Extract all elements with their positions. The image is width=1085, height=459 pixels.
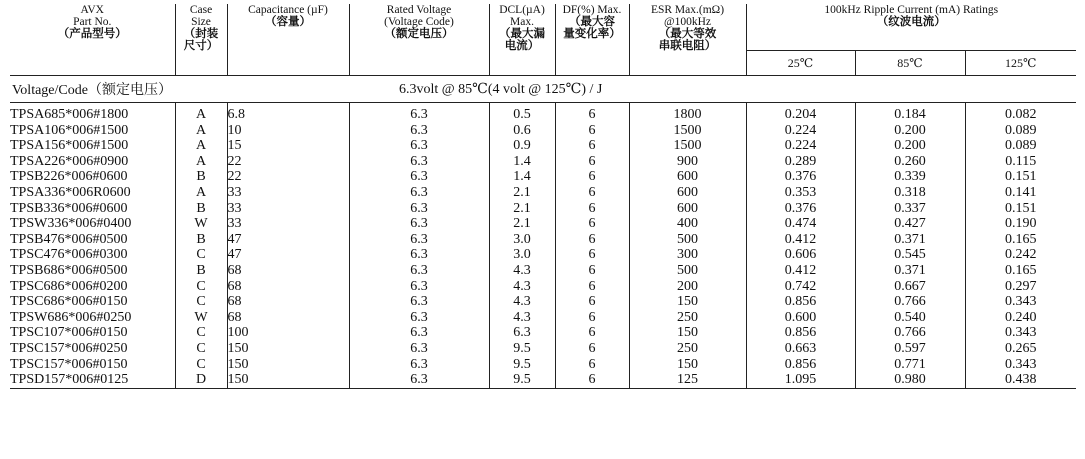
ripple-125c-cell: 0.343 [1005, 356, 1037, 372]
dcl-cell: 4.3 [489, 294, 555, 310]
esr-cell: 150 [629, 357, 746, 373]
case-size-cell: C [175, 294, 227, 310]
table-row [10, 138, 1076, 154]
capacitance-cell: 150 [227, 357, 349, 373]
ripple-125c-cell: 0.165 [1005, 262, 1037, 278]
data-rows [10, 103, 1076, 389]
voltage-section-value: 6.3volt @ 85℃(4 volt @ 125℃) / J [399, 76, 986, 103]
rated-voltage-cell: 6.3 [349, 279, 489, 295]
part-number-cell: TPSB476*006#0500 [10, 232, 175, 248]
esr-cell: 125 [629, 372, 746, 388]
table-row [10, 216, 1076, 232]
dcl-cell: 9.5 [489, 372, 555, 388]
part-number-cell: TPSC686*006#0150 [10, 294, 175, 310]
dcl-cell: 2.1 [489, 201, 555, 217]
capacitance-cell: 150 [227, 372, 349, 388]
capacitance-cell: 68 [227, 310, 349, 326]
voltage-section-row [10, 76, 1076, 103]
capacitance-cell: 22 [227, 154, 349, 170]
capacitance-cell: 47 [227, 247, 349, 263]
table-row [10, 201, 1076, 217]
ripple-85c-cell: 0.766 [855, 294, 965, 310]
dcl-cell: 9.5 [489, 357, 555, 373]
dcl-cell: 2.1 [489, 216, 555, 232]
esr-cell: 900 [629, 154, 746, 170]
rated-voltage-cell: 6.3 [349, 232, 489, 248]
table-row [10, 169, 1076, 185]
dcl-cell: 0.6 [489, 123, 555, 139]
rated-voltage-cell: 6.3 [349, 310, 489, 326]
df-cell: 6 [555, 103, 629, 123]
capacitance-cell: 6.8 [227, 103, 349, 123]
ripple-125c-cell: 0.151 [1005, 169, 1037, 185]
table-row [10, 247, 1076, 263]
part-number-cell: TPSD157*006#0125 [10, 372, 175, 388]
header-temp-25: 25℃ [746, 51, 855, 76]
ripple-125c-cell: 0.115 [1005, 153, 1037, 169]
ripple-85c-cell: 0.200 [855, 138, 965, 154]
part-number-cell: TPSA226*006#0900 [10, 154, 175, 170]
header-dcl: DCL(µA) Max. （最大漏 电流） [489, 4, 555, 76]
df-cell: 6 [555, 185, 629, 201]
table-row [10, 372, 1076, 388]
esr-cell: 150 [629, 325, 746, 341]
capacitance-cell: 47 [227, 232, 349, 248]
df-cell: 6 [555, 263, 629, 279]
ripple-85c-cell: 0.184 [855, 103, 965, 123]
dcl-cell: 3.0 [489, 232, 555, 248]
header-rated-voltage: Rated Voltage (Voltage Code) （额定电压） [349, 4, 489, 76]
rated-voltage-cell: 6.3 [349, 247, 489, 263]
case-size-cell: W [175, 216, 227, 232]
bottom-rule [10, 388, 1076, 389]
dcl-cell: 1.4 [489, 169, 555, 185]
ripple-25c-cell: 0.474 [746, 216, 855, 232]
header-temp-125: 125℃ [965, 51, 1076, 76]
case-size-cell: W [175, 310, 227, 326]
ripple-125c-cell: 0.165 [1005, 231, 1037, 247]
esr-cell: 1500 [629, 138, 746, 154]
case-size-cell: A [175, 123, 227, 139]
df-cell: 6 [555, 357, 629, 373]
esr-cell: 600 [629, 185, 746, 201]
ripple-85c-cell: 0.318 [855, 185, 965, 201]
table-row [10, 279, 1076, 295]
case-size-cell: B [175, 169, 227, 185]
ripple-125c-cell: 0.265 [1005, 340, 1037, 356]
df-cell: 6 [555, 123, 629, 139]
ripple-85c-cell: 0.339 [855, 169, 965, 185]
ripple-125c-cell: 0.089 [1005, 122, 1037, 138]
ripple-85c-cell: 0.337 [855, 201, 965, 217]
rated-voltage-cell: 6.3 [349, 357, 489, 373]
part-number-cell: TPSC157*006#0150 [10, 357, 175, 373]
rated-voltage-cell: 6.3 [349, 154, 489, 170]
ripple-25c-cell: 0.856 [746, 325, 855, 341]
df-cell: 6 [555, 341, 629, 357]
esr-cell: 1800 [629, 103, 746, 123]
ripple-85c-cell: 0.766 [855, 325, 965, 341]
df-cell: 6 [555, 232, 629, 248]
df-cell: 6 [555, 247, 629, 263]
ripple-25c-cell: 0.289 [746, 154, 855, 170]
table-row [10, 123, 1076, 139]
table-row [10, 185, 1076, 201]
esr-cell: 400 [629, 216, 746, 232]
ripple-125c-cell: 0.438 [1005, 372, 1037, 388]
capacitance-cell: 22 [227, 169, 349, 185]
part-number-cell: TPSC157*006#0250 [10, 341, 175, 357]
ripple-85c-cell: 0.771 [855, 357, 965, 373]
header-df: DF(%) Max. （最大容 量变化率） [555, 4, 629, 76]
header-esr: ESR Max.(mΩ) @100kHz （最大等效 串联电阻） [629, 4, 746, 76]
ripple-85c-cell: 0.427 [855, 216, 965, 232]
ripple-85c-cell: 0.371 [855, 232, 965, 248]
capacitance-cell: 68 [227, 263, 349, 279]
table-row [10, 232, 1076, 248]
ripple-25c-cell: 0.606 [746, 247, 855, 263]
capacitance-cell: 33 [227, 216, 349, 232]
part-number-cell: TPSA336*006R0600 [10, 185, 175, 201]
table-row [10, 294, 1076, 310]
ripple-125c-cell: 0.190 [1005, 216, 1037, 232]
rated-voltage-cell: 6.3 [349, 325, 489, 341]
rated-voltage-cell: 6.3 [349, 185, 489, 201]
part-number-cell: TPSB686*006#0500 [10, 263, 175, 279]
part-number-cell: TPSC686*006#0200 [10, 279, 175, 295]
capacitance-cell: 150 [227, 341, 349, 357]
ripple-25c-cell: 0.376 [746, 169, 855, 185]
ripple-85c-cell: 0.260 [855, 154, 965, 170]
dcl-cell: 2.1 [489, 185, 555, 201]
header-temp-85: 85℃ [855, 51, 965, 76]
case-size-cell: B [175, 201, 227, 217]
dcl-cell: 4.3 [489, 263, 555, 279]
capacitance-cell: 15 [227, 138, 349, 154]
ripple-125c-cell: 0.297 [1005, 278, 1037, 294]
ripple-25c-cell: 0.412 [746, 232, 855, 248]
esr-cell: 250 [629, 341, 746, 357]
df-cell: 6 [555, 138, 629, 154]
ripple-25c-cell: 0.204 [746, 103, 855, 123]
ripple-25c-cell: 0.856 [746, 294, 855, 310]
case-size-cell: B [175, 263, 227, 279]
part-number-cell: TPSW336*006#0400 [10, 216, 175, 232]
dcl-cell: 6.3 [489, 325, 555, 341]
ripple-85c-cell: 0.980 [855, 372, 965, 388]
ripple-125c-cell: 0.240 [1005, 309, 1037, 325]
capacitance-cell: 33 [227, 201, 349, 217]
table-row [10, 325, 1076, 341]
esr-cell: 250 [629, 310, 746, 326]
ripple-25c-cell: 0.412 [746, 263, 855, 279]
part-number-cell: TPSC107*006#0150 [10, 325, 175, 341]
ripple-125c-cell: 0.089 [1005, 138, 1037, 154]
part-number-cell: TPSA156*006#1500 [10, 138, 175, 154]
case-size-cell: A [175, 154, 227, 170]
case-size-cell: C [175, 325, 227, 341]
esr-cell: 500 [629, 263, 746, 279]
header-capacitance: Capacitance (µF) （容量） [227, 4, 349, 76]
ripple-25c-cell: 0.224 [746, 123, 855, 139]
ripple-125c-cell: 0.242 [1005, 247, 1037, 263]
df-cell: 6 [555, 169, 629, 185]
table-row [10, 103, 1076, 123]
rated-voltage-cell: 6.3 [349, 372, 489, 388]
df-cell: 6 [555, 372, 629, 388]
ripple-25c-cell: 0.376 [746, 201, 855, 217]
part-number-cell: TPSA106*006#1500 [10, 123, 175, 139]
ripple-25c-cell: 0.224 [746, 138, 855, 154]
ripple-125c-cell: 0.082 [1005, 107, 1037, 122]
df-cell: 6 [555, 216, 629, 232]
header-row [10, 4, 1076, 51]
dcl-cell: 4.3 [489, 279, 555, 295]
esr-cell: 600 [629, 201, 746, 217]
voltage-section-label: Voltage/Code（额定电压） [10, 76, 489, 103]
dcl-cell: 1.4 [489, 154, 555, 170]
capacitance-cell: 10 [227, 123, 349, 139]
case-size-cell: D [175, 372, 227, 388]
esr-cell: 200 [629, 279, 746, 295]
ripple-25c-cell: 1.095 [746, 372, 855, 388]
case-size-cell: A [175, 185, 227, 201]
part-number-cell: TPSB226*006#0600 [10, 169, 175, 185]
rated-voltage-cell: 6.3 [349, 138, 489, 154]
part-number-cell: TPSC476*006#0300 [10, 247, 175, 263]
header-part-no: AVX Part No. （产品型号） [10, 4, 175, 76]
ripple-125c-cell: 0.343 [1005, 325, 1037, 341]
part-number-cell: TPSA685*006#1800 [10, 103, 175, 123]
dcl-cell: 0.9 [489, 138, 555, 154]
ripple-125c-cell: 0.151 [1005, 200, 1037, 216]
rated-voltage-cell: 6.3 [349, 123, 489, 139]
ripple-85c-cell: 0.597 [855, 341, 965, 357]
esr-cell: 1500 [629, 123, 746, 139]
ripple-25c-cell: 0.353 [746, 185, 855, 201]
part-number-cell: TPSB336*006#0600 [10, 201, 175, 217]
header-case-size: Case Size （封装 尺寸） [175, 4, 227, 76]
dcl-cell: 3.0 [489, 247, 555, 263]
ripple-25c-cell: 0.856 [746, 357, 855, 373]
case-size-cell: B [175, 232, 227, 248]
table-row [10, 263, 1076, 279]
df-cell: 6 [555, 325, 629, 341]
df-cell: 6 [555, 310, 629, 326]
rated-voltage-cell: 6.3 [349, 103, 489, 123]
rated-voltage-cell: 6.3 [349, 263, 489, 279]
table-row [10, 310, 1076, 326]
part-number-cell: TPSW686*006#0250 [10, 310, 175, 326]
table-row [10, 341, 1076, 357]
rated-voltage-cell: 6.3 [349, 341, 489, 357]
dcl-cell: 9.5 [489, 341, 555, 357]
table-row [10, 357, 1076, 373]
esr-cell: 600 [629, 169, 746, 185]
rated-voltage-cell: 6.3 [349, 216, 489, 232]
ripple-85c-cell: 0.200 [855, 123, 965, 139]
case-size-cell: C [175, 247, 227, 263]
case-size-cell: C [175, 357, 227, 373]
rated-voltage-cell: 6.3 [349, 294, 489, 310]
header-ripple-current: 100kHz Ripple Current (mA) Ratings （纹波电流） [824, 4, 999, 28]
rated-voltage-cell: 6.3 [349, 201, 489, 217]
capacitance-cell: 68 [227, 279, 349, 295]
case-size-cell: A [175, 103, 227, 123]
dcl-cell: 4.3 [489, 310, 555, 326]
df-cell: 6 [555, 201, 629, 217]
capacitance-cell: 33 [227, 185, 349, 201]
capacitance-cell: 100 [227, 325, 349, 341]
dcl-cell: 0.5 [489, 103, 555, 123]
case-size-cell: C [175, 279, 227, 295]
case-size-cell: C [175, 341, 227, 357]
df-cell: 6 [555, 279, 629, 295]
ripple-25c-cell: 0.663 [746, 341, 855, 357]
ripple-125c-cell: 0.343 [1005, 294, 1037, 310]
capacitor-spec-table [10, 4, 1076, 389]
ripple-85c-cell: 0.545 [855, 247, 965, 263]
ripple-85c-cell: 0.371 [855, 263, 965, 279]
df-cell: 6 [555, 154, 629, 170]
df-cell: 6 [555, 294, 629, 310]
esr-cell: 500 [629, 232, 746, 248]
ripple-85c-cell: 0.540 [855, 310, 965, 326]
rated-voltage-cell: 6.3 [349, 169, 489, 185]
esr-cell: 150 [629, 294, 746, 310]
case-size-cell: A [175, 138, 227, 154]
ripple-125c-cell: 0.141 [1005, 184, 1037, 200]
esr-cell: 300 [629, 247, 746, 263]
ripple-25c-cell: 0.600 [746, 310, 855, 326]
ripple-25c-cell: 0.742 [746, 279, 855, 295]
capacitance-cell: 68 [227, 294, 349, 310]
table-row [10, 154, 1076, 170]
ripple-85c-cell: 0.667 [855, 279, 965, 295]
